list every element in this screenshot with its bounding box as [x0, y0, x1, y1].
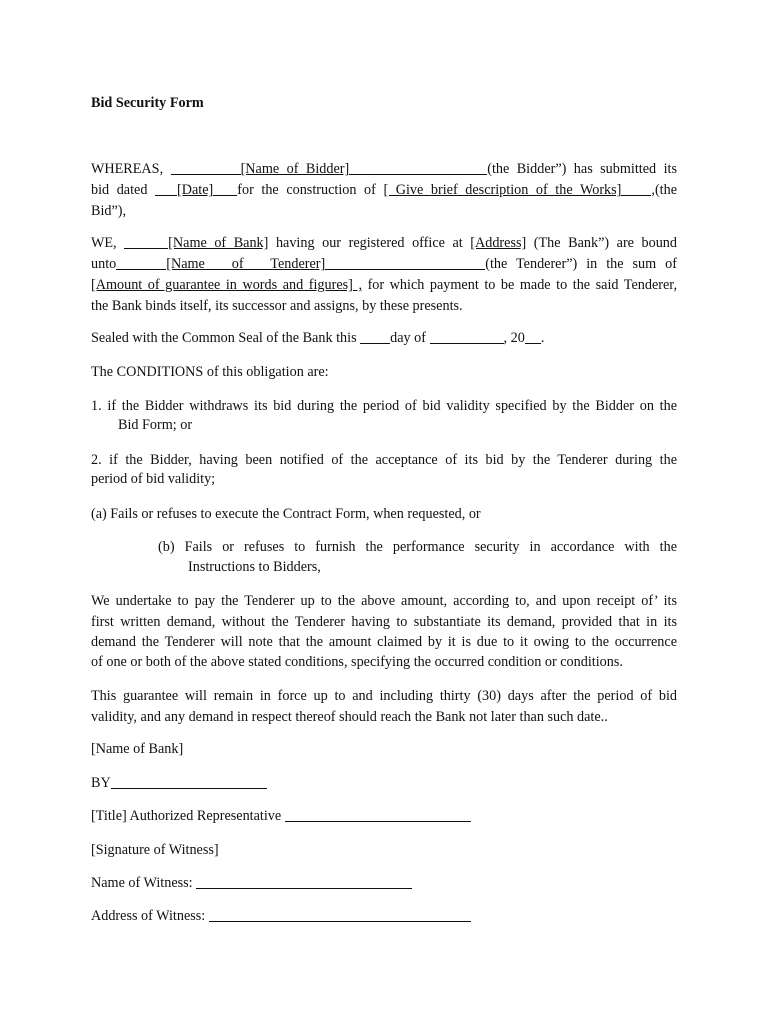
whereas-line-1: WHEREAS, [Name of Bidder] (the Bidder”) has submitted its — [91, 161, 677, 177]
guarantee-line-2: validity, and any demand in respect thereof should reach the Bank not later than such date.. — [91, 709, 608, 725]
undertake-line-4: of one or both of the above stated conditions, specifying the occurred condition or conditions. — [91, 654, 623, 670]
works-placeholder: [ Give brief description of the Works] — [383, 182, 622, 198]
bidder-placeholder: [Name of Bidder] — [240, 161, 350, 177]
witness-name-blank — [196, 873, 412, 889]
blank-line — [325, 254, 485, 270]
by-line: BY — [91, 773, 677, 794]
authorized-representative-line: [Title] Authorized Representative — [91, 806, 677, 827]
condition-2-line-1: 2. if the Bidder, having been notified of the acceptance of its bid by the Tenderer during the — [91, 452, 677, 468]
date-placeholder: [Date] — [177, 182, 214, 198]
blank-line — [116, 254, 166, 270]
we-line-1: WE, [Name of Bank] having our registered office at [Address] (The Bank”) are bound — [91, 235, 677, 251]
guarantee-line-1: This guarantee will remain in force up to and including thirty (30) days after the period of bid — [91, 688, 677, 704]
undertake-line-3: demand the Tenderer will note that the amount claimed by it is due to it owing to the occurrence — [91, 634, 677, 650]
blank-line — [124, 233, 168, 249]
blank-line — [155, 180, 177, 196]
condition-1-line-2: Bid Form; or — [118, 417, 193, 433]
blank-line — [360, 328, 390, 344]
conditions-intro: The CONDITIONS of this obligation are: — [91, 364, 329, 380]
blank-line — [171, 159, 241, 175]
witness-address-blank — [209, 906, 471, 922]
sealed-line: Sealed with the Common Seal of the Bank this day of , 20 . — [91, 330, 545, 346]
whereas-line-3: Bid”), — [91, 203, 127, 219]
undertake-line-2: first written demand, without the Tenderer having to substantiate its demand, provided that in its — [91, 614, 677, 630]
witness-name-line: Name of Witness: — [91, 873, 677, 894]
we-line-3: [Amount of guarantee in words and figures] , for which payment to be made to the said Tenderer, — [91, 277, 677, 293]
we-line-4: the Bank binds itself, its successor and assigns, by these presents. — [91, 298, 463, 314]
bank-name-field: [Name of Bank] — [91, 741, 184, 757]
condition-1-line-1: 1. if the Bidder withdraws its bid during the period of bid validity specified by the Bidder on the — [91, 398, 677, 414]
witness-signature-field: [Signature of Witness] — [91, 842, 219, 858]
condition-2-line-2: period of bid validity; — [91, 471, 216, 487]
condition-a: (a) Fails or refuses to execute the Contract Form, when requested, or — [91, 506, 481, 522]
blank-line — [525, 328, 541, 344]
undertake-line-1: We undertake to pay the Tenderer up to the above amount, according to, and upon receipt of’ its — [91, 593, 677, 609]
signature-blank — [111, 773, 267, 789]
address-placeholder: [Address] — [470, 235, 527, 251]
tenderer-placeholder: [Name of Tenderer] — [166, 256, 326, 272]
page-title: Bid Security Form — [91, 95, 204, 111]
condition-b-line-1: (b) Fails or refuses to furnish the performance security in accordance with the — [158, 539, 677, 555]
we-line-2: unto [Name of Tenderer] (the Tenderer”) in the sum of — [91, 256, 677, 272]
blank-line — [430, 328, 504, 344]
blank-line — [349, 159, 487, 175]
condition-b-line-2: Instructions to Bidders, — [188, 559, 321, 575]
bank-placeholder: [Name of Bank] — [168, 235, 269, 251]
witness-address-line: Address of Witness: — [91, 906, 677, 927]
amount-placeholder: [Amount of guarantee in words and figures] — [91, 277, 353, 293]
blank-line — [213, 180, 237, 196]
blank-line — [621, 180, 651, 196]
whereas-line-2: bid dated [Date] for the construction of [ Give brief description of the Works] ,(the — [91, 182, 677, 198]
title-blank — [285, 806, 471, 822]
